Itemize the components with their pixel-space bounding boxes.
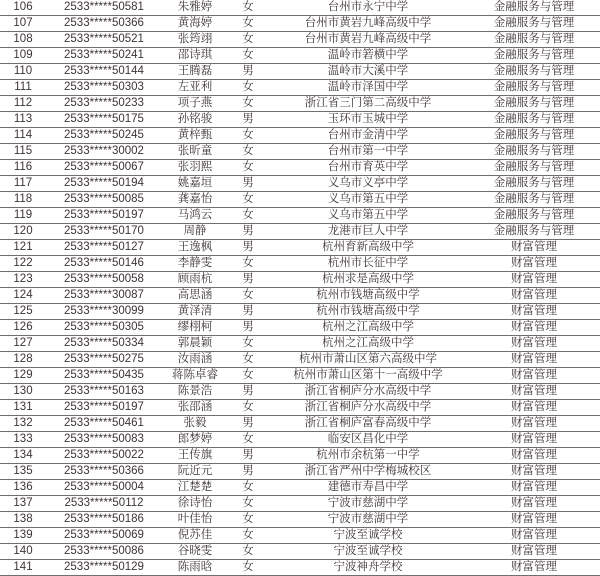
- cell-school: 宁波至诚学校: [268, 544, 468, 560]
- cell-name: 缪栩柯: [162, 320, 228, 336]
- cell-major: 金融服务与管理: [468, 128, 600, 144]
- cell-major: 财富管理: [468, 560, 600, 576]
- cell-gender: 男: [228, 240, 268, 256]
- cell-candidate-id: 2533*****50085: [46, 192, 162, 208]
- cell-row-number: 127: [0, 336, 46, 352]
- table-row: [0, 304, 600, 320]
- cell-name: 朱雅婷: [162, 0, 228, 16]
- cell-major: 财富管理: [468, 240, 600, 256]
- cell-gender: 女: [228, 128, 268, 144]
- cell-row-number: 120: [0, 224, 46, 240]
- cell-row-number: 116: [0, 160, 46, 176]
- cell-row-number: 131: [0, 400, 46, 416]
- cell-name: 张昕童: [162, 144, 228, 160]
- cell-gender: 女: [228, 0, 268, 16]
- cell-name: 郭晨颖: [162, 336, 228, 352]
- cell-school: 杭州市长征中学: [268, 256, 468, 272]
- table-row: [0, 560, 600, 576]
- cell-candidate-id: 2533*****50233: [46, 96, 162, 112]
- cell-name: 阮近元: [162, 464, 228, 480]
- cell-candidate-id: 2533*****50581: [46, 0, 162, 16]
- cell-candidate-id: 2533*****50366: [46, 16, 162, 32]
- cell-school: 杭州之江高级中学: [268, 336, 468, 352]
- cell-gender: 男: [228, 384, 268, 400]
- cell-candidate-id: 2533*****50461: [46, 416, 162, 432]
- cell-major: 金融服务与管理: [468, 48, 600, 64]
- cell-row-number: 122: [0, 256, 46, 272]
- table-row: [0, 432, 600, 448]
- cell-school: 义乌市第五中学: [268, 192, 468, 208]
- table-row: [0, 288, 600, 304]
- cell-major: 金融服务与管理: [468, 176, 600, 192]
- cell-candidate-id: 2533*****50163: [46, 384, 162, 400]
- cell-major: 财富管理: [468, 400, 600, 416]
- table-row: [0, 400, 600, 416]
- cell-gender: 男: [228, 448, 268, 464]
- cell-gender: 女: [228, 144, 268, 160]
- cell-major: 财富管理: [468, 544, 600, 560]
- cell-gender: 男: [228, 112, 268, 128]
- cell-row-number: 111: [0, 80, 46, 96]
- table-row: [0, 112, 600, 128]
- cell-school: 宁波神舟学校: [268, 560, 468, 576]
- cell-gender: 女: [228, 32, 268, 48]
- cell-major: 财富管理: [468, 288, 600, 304]
- cell-row-number: 110: [0, 64, 46, 80]
- table-row: [0, 448, 600, 464]
- cell-school: 宁波市慈湖中学: [268, 496, 468, 512]
- cell-row-number: 106: [0, 0, 46, 16]
- cell-name: 黄泽清: [162, 304, 228, 320]
- table-row: [0, 480, 600, 496]
- cell-gender: 女: [228, 48, 268, 64]
- cell-school: 台州市黄岩九峰高级中学: [268, 16, 468, 32]
- cell-row-number: 139: [0, 528, 46, 544]
- cell-row-number: 134: [0, 448, 46, 464]
- cell-candidate-id: 2533*****50146: [46, 256, 162, 272]
- cell-name: 张筠翊: [162, 32, 228, 48]
- cell-row-number: 107: [0, 16, 46, 32]
- table-row: [0, 96, 600, 112]
- table-row: [0, 0, 600, 16]
- table-row: [0, 272, 600, 288]
- cell-gender: 女: [228, 528, 268, 544]
- cell-row-number: 124: [0, 288, 46, 304]
- cell-candidate-id: 2533*****50112: [46, 496, 162, 512]
- cell-school: 杭州市余杭第一中学: [268, 448, 468, 464]
- cell-candidate-id: 2533*****50069: [46, 528, 162, 544]
- cell-candidate-id: 2533*****50129: [46, 560, 162, 576]
- table-row: [0, 496, 600, 512]
- cell-row-number: 128: [0, 352, 46, 368]
- cell-gender: 女: [228, 336, 268, 352]
- cell-row-number: 126: [0, 320, 46, 336]
- cell-major: 财富管理: [468, 416, 600, 432]
- cell-gender: 女: [228, 96, 268, 112]
- cell-school: 台州市黄岩九峰高级中学: [268, 32, 468, 48]
- cell-major: 财富管理: [468, 304, 600, 320]
- cell-major: 财富管理: [468, 336, 600, 352]
- cell-row-number: 118: [0, 192, 46, 208]
- cell-candidate-id: 2533*****50175: [46, 112, 162, 128]
- cell-major: 财富管理: [468, 320, 600, 336]
- table-row: [0, 208, 600, 224]
- cell-major: 财富管理: [468, 368, 600, 384]
- cell-major: 金融服务与管理: [468, 192, 600, 208]
- cell-school: 龙港市巨人中学: [268, 224, 468, 240]
- cell-school: 杭州求是高级中学: [268, 272, 468, 288]
- cell-gender: 男: [228, 272, 268, 288]
- cell-row-number: 129: [0, 368, 46, 384]
- cell-candidate-id: 2533*****50305: [46, 320, 162, 336]
- cell-candidate-id: 2533*****50004: [46, 480, 162, 496]
- cell-school: 义乌市第五中学: [268, 208, 468, 224]
- cell-row-number: 115: [0, 144, 46, 160]
- cell-major: 财富管理: [468, 256, 600, 272]
- cell-gender: 女: [228, 160, 268, 176]
- cell-gender: 男: [228, 304, 268, 320]
- table-row: [0, 64, 600, 80]
- cell-gender: 女: [228, 544, 268, 560]
- cell-gender: 女: [228, 192, 268, 208]
- cell-major: 财富管理: [468, 272, 600, 288]
- cell-row-number: 130: [0, 384, 46, 400]
- table-row: [0, 176, 600, 192]
- cell-school: 杭州市萧山区第六高级中学: [268, 352, 468, 368]
- cell-major: 金融服务与管理: [468, 96, 600, 112]
- cell-school: 义乌市义亭中学: [268, 176, 468, 192]
- cell-candidate-id: 2533*****50067: [46, 160, 162, 176]
- cell-candidate-id: 2533*****50197: [46, 400, 162, 416]
- cell-major: 金融服务与管理: [468, 0, 600, 16]
- cell-row-number: 108: [0, 32, 46, 48]
- cell-school: 台州市永宁中学: [268, 0, 468, 16]
- table-row: [0, 128, 600, 144]
- table-row: [0, 384, 600, 400]
- cell-name: 邵诗琪: [162, 48, 228, 64]
- cell-school: 临安区昌化中学: [268, 432, 468, 448]
- table-row: [0, 336, 600, 352]
- cell-name: 顾雨杭: [162, 272, 228, 288]
- cell-major: 金融服务与管理: [468, 16, 600, 32]
- cell-candidate-id: 2533*****50127: [46, 240, 162, 256]
- cell-name: 张羽熙: [162, 160, 228, 176]
- cell-name: 王腾磊: [162, 64, 228, 80]
- cell-school: 浙江省桐庐分水高级中学: [268, 400, 468, 416]
- cell-name: 张邵涵: [162, 400, 228, 416]
- cell-row-number: 138: [0, 512, 46, 528]
- cell-school: 浙江省严州中学梅城校区: [268, 464, 468, 480]
- cell-row-number: 117: [0, 176, 46, 192]
- table-row: [0, 464, 600, 480]
- cell-school: 温岭市箬横中学: [268, 48, 468, 64]
- cell-major: 金融服务与管理: [468, 144, 600, 160]
- cell-gender: 女: [228, 352, 268, 368]
- cell-major: 金融服务与管理: [468, 64, 600, 80]
- table-row: [0, 320, 600, 336]
- cell-candidate-id: 2533*****50366: [46, 464, 162, 480]
- cell-name: 陈雨晗: [162, 560, 228, 576]
- cell-major: 财富管理: [468, 528, 600, 544]
- cell-school: 台州市第一中学: [268, 144, 468, 160]
- cell-name: 王传旗: [162, 448, 228, 464]
- cell-gender: 女: [228, 432, 268, 448]
- cell-major: 财富管理: [468, 464, 600, 480]
- table-row: [0, 80, 600, 96]
- cell-major: 金融服务与管理: [468, 160, 600, 176]
- cell-row-number: 141: [0, 560, 46, 576]
- cell-major: 财富管理: [468, 512, 600, 528]
- cell-candidate-id: 2533*****50086: [46, 544, 162, 560]
- cell-gender: 女: [228, 256, 268, 272]
- cell-name: 谷晓雯: [162, 544, 228, 560]
- cell-row-number: 109: [0, 48, 46, 64]
- cell-candidate-id: 2533*****50245: [46, 128, 162, 144]
- cell-candidate-id: 2533*****30087: [46, 288, 162, 304]
- cell-row-number: 132: [0, 416, 46, 432]
- cell-gender: 女: [228, 560, 268, 576]
- cell-major: 财富管理: [468, 480, 600, 496]
- cell-candidate-id: 2533*****50435: [46, 368, 162, 384]
- cell-school: 宁波至诚学校: [268, 528, 468, 544]
- cell-candidate-id: 2533*****50144: [46, 64, 162, 80]
- table-row: [0, 240, 600, 256]
- cell-school: 宁波市慈湖中学: [268, 512, 468, 528]
- cell-gender: 女: [228, 480, 268, 496]
- cell-name: 陈景浩: [162, 384, 228, 400]
- cell-gender: 女: [228, 512, 268, 528]
- cell-name: 黄海婷: [162, 16, 228, 32]
- cell-candidate-id: 2533*****50241: [46, 48, 162, 64]
- cell-candidate-id: 2533*****30099: [46, 304, 162, 320]
- table-row: [0, 32, 600, 48]
- table-row: [0, 528, 600, 544]
- table-row: [0, 352, 600, 368]
- cell-name: 姚嘉垣: [162, 176, 228, 192]
- table-row: [0, 544, 600, 560]
- cell-candidate-id: 2533*****50334: [46, 336, 162, 352]
- cell-major: 财富管理: [468, 432, 600, 448]
- table-row: [0, 192, 600, 208]
- table-row: [0, 224, 600, 240]
- cell-major: 金融服务与管理: [468, 32, 600, 48]
- cell-major: 财富管理: [468, 448, 600, 464]
- cell-row-number: 133: [0, 432, 46, 448]
- cell-name: 徐诗怡: [162, 496, 228, 512]
- cell-gender: 女: [228, 400, 268, 416]
- cell-name: 张毅: [162, 416, 228, 432]
- cell-gender: 女: [228, 80, 268, 96]
- cell-school: 台州市育英中学: [268, 160, 468, 176]
- table-row: [0, 160, 600, 176]
- cell-row-number: 119: [0, 208, 46, 224]
- cell-name: 龚嘉怡: [162, 192, 228, 208]
- cell-row-number: 135: [0, 464, 46, 480]
- cell-name: 李静雯: [162, 256, 228, 272]
- cell-school: 温岭市泽国中学: [268, 80, 468, 96]
- cell-school: 温岭市大溪中学: [268, 64, 468, 80]
- cell-row-number: 112: [0, 96, 46, 112]
- cell-major: 财富管理: [468, 496, 600, 512]
- cell-school: 杭州市钱塘高级中学: [268, 288, 468, 304]
- cell-name: 项子燕: [162, 96, 228, 112]
- cell-school: 浙江省桐庐分水高级中学: [268, 384, 468, 400]
- cell-candidate-id: 2533*****50058: [46, 272, 162, 288]
- cell-major: 金融服务与管理: [468, 224, 600, 240]
- cell-gender: 男: [228, 176, 268, 192]
- table-row: [0, 256, 600, 272]
- cell-candidate-id: 2533*****50022: [46, 448, 162, 464]
- cell-name: 孙铭骏: [162, 112, 228, 128]
- cell-name: 王逸枫: [162, 240, 228, 256]
- cell-gender: 女: [228, 288, 268, 304]
- table-row: [0, 416, 600, 432]
- cell-row-number: 137: [0, 496, 46, 512]
- cell-name: 汝雨涵: [162, 352, 228, 368]
- cell-candidate-id: 2533*****50197: [46, 208, 162, 224]
- cell-row-number: 113: [0, 112, 46, 128]
- cell-name: 周静: [162, 224, 228, 240]
- cell-school: 杭州育新高级中学: [268, 240, 468, 256]
- cell-gender: 女: [228, 16, 268, 32]
- cell-gender: 男: [228, 464, 268, 480]
- cell-name: 左亚利: [162, 80, 228, 96]
- cell-school: 台州市金清中学: [268, 128, 468, 144]
- cell-name: 郎梦婷: [162, 432, 228, 448]
- cell-name: 蒋陈卓睿: [162, 368, 228, 384]
- cell-school: 建德市寿昌中学: [268, 480, 468, 496]
- table-row: [0, 144, 600, 160]
- cell-candidate-id: 2533*****50170: [46, 224, 162, 240]
- table-row: [0, 48, 600, 64]
- cell-gender: 女: [228, 208, 268, 224]
- cell-major: 金融服务与管理: [468, 112, 600, 128]
- cell-gender: 女: [228, 368, 268, 384]
- cell-name: 高思涵: [162, 288, 228, 304]
- cell-row-number: 121: [0, 240, 46, 256]
- cell-candidate-id: 2533*****50275: [46, 352, 162, 368]
- cell-major: 财富管理: [468, 352, 600, 368]
- cell-candidate-id: 2533*****50194: [46, 176, 162, 192]
- cell-school: 杭州市钱塘高级中学: [268, 304, 468, 320]
- cell-major: 金融服务与管理: [468, 80, 600, 96]
- cell-name: 叶佳怡: [162, 512, 228, 528]
- cell-candidate-id: 2533*****30002: [46, 144, 162, 160]
- cell-gender: 男: [228, 224, 268, 240]
- cell-name: 马鸿云: [162, 208, 228, 224]
- cell-candidate-id: 2533*****50521: [46, 32, 162, 48]
- cell-school: 玉环市玉城中学: [268, 112, 468, 128]
- table-row: [0, 368, 600, 384]
- cell-major: 金融服务与管理: [468, 208, 600, 224]
- cell-row-number: 136: [0, 480, 46, 496]
- cell-candidate-id: 2533*****50186: [46, 512, 162, 528]
- cell-row-number: 114: [0, 128, 46, 144]
- cell-row-number: 125: [0, 304, 46, 320]
- table-row: [0, 16, 600, 32]
- table-row: [0, 512, 600, 528]
- cell-gender: 男: [228, 320, 268, 336]
- cell-major: 财富管理: [468, 384, 600, 400]
- cell-gender: 女: [228, 496, 268, 512]
- cell-candidate-id: 2533*****50303: [46, 80, 162, 96]
- cell-school: 浙江省三门第二高级中学: [268, 96, 468, 112]
- cell-name: 倪苏佳: [162, 528, 228, 544]
- cell-school: 杭州之江高级中学: [268, 320, 468, 336]
- cell-gender: 男: [228, 64, 268, 80]
- cell-candidate-id: 2533*****50083: [46, 432, 162, 448]
- cell-school: 杭州市萧山区第十一高级中学: [268, 368, 468, 384]
- cell-gender: 男: [228, 416, 268, 432]
- cell-row-number: 123: [0, 272, 46, 288]
- cell-school: 浙江省桐庐富春高级中学: [268, 416, 468, 432]
- cell-row-number: 140: [0, 544, 46, 560]
- cell-name: 黄梓甄: [162, 128, 228, 144]
- cell-name: 江楚楚: [162, 480, 228, 496]
